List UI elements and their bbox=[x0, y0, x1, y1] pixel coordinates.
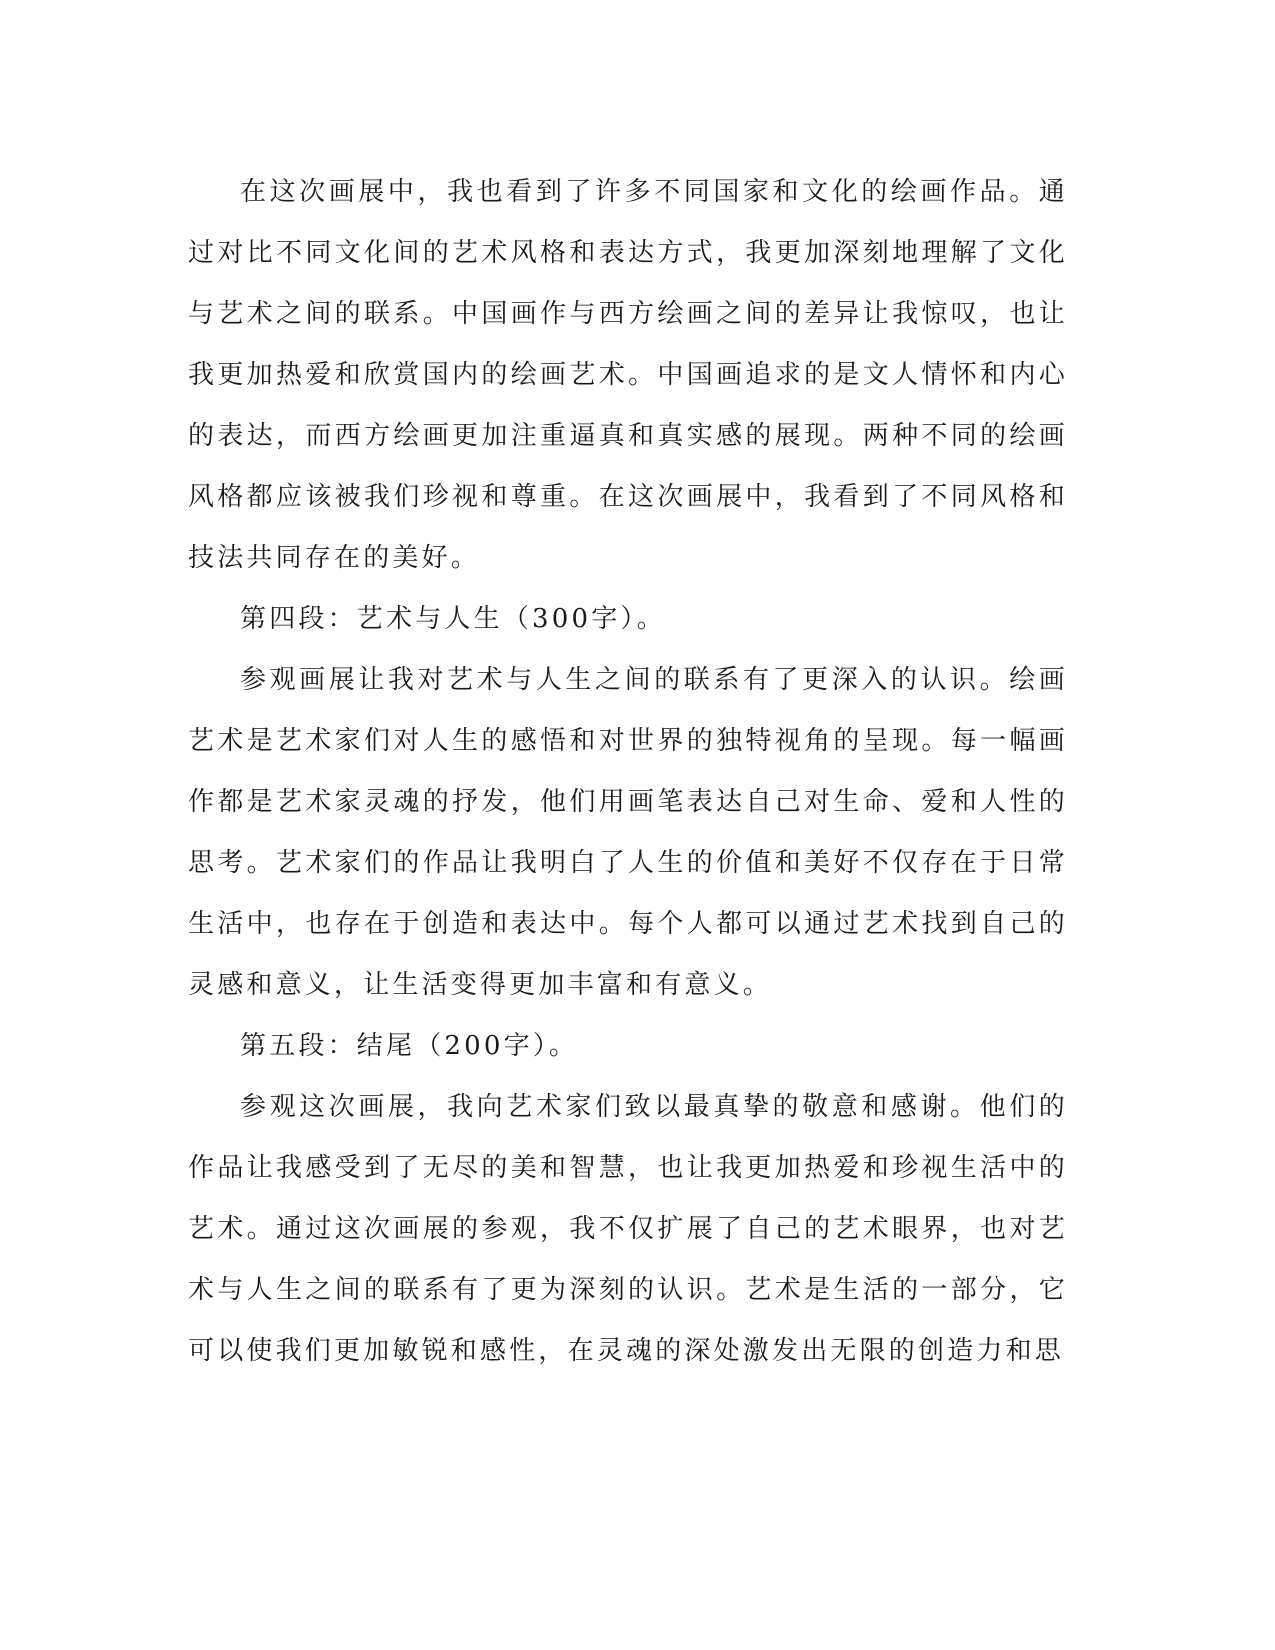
paragraph-culture-comparison: 在这次画展中，我也看到了许多不同国家和文化的绘画作品。通过对比不同文化间的艺术风格和表达方式，我更加深刻地理解了文化与艺术之间的联系。中国画作与西方绘画之间的差异让我惊叹，也让我更加热爱和欣赏国内的绘画艺术。中国画追求的是文人情怀和内心的表达，而西方绘画更加注重逼真和真实感的展现。两种不同的绘画风格都应该被我们珍视和尊重。在这次画展中，我看到了不同风格和技法共同存在的美好。 bbox=[188, 177, 1068, 573]
section-heading-art-and-life: 第四段：艺术与人生（300字）。 bbox=[240, 604, 666, 634]
section-heading-ending: 第五段：结尾（200字）。 bbox=[240, 1031, 579, 1061]
document-body bbox=[188, 162, 1068, 1382]
paragraph-ending: 参观这次画展，我向艺术家们致以最真挚的敬意和感谢。他们的作品让我感受到了无尽的美和智慧，也让我更加热爱和珍视生活中的艺术。通过这次画展的参观，我不仅扩展了自己的艺术眼界，也对艺术与人生之间的联系有了更为深刻的认识。艺术是生活的一部分，它可以使我们更加敏锐和感性，在灵魂的深处激发出无限的创造力和思 bbox=[188, 1092, 1068, 1366]
paragraph-art-and-life: 参观画展让我对艺术与人生之间的联系有了更深入的认识。绘画艺术是艺术家们对人生的感悟和对世界的独特视角的呈现。每一幅画作都是艺术家灵魂的抒发，他们用画笔表达自己对生命、爱和人性的思考。艺术家们的作品让我明白了人生的价值和美好不仅存在于日常生活中，也存在于创造和表达中。每个人都可以通过艺术找到自己的灵感和意义，让生活变得更加丰富和有意义。 bbox=[188, 665, 1068, 1000]
